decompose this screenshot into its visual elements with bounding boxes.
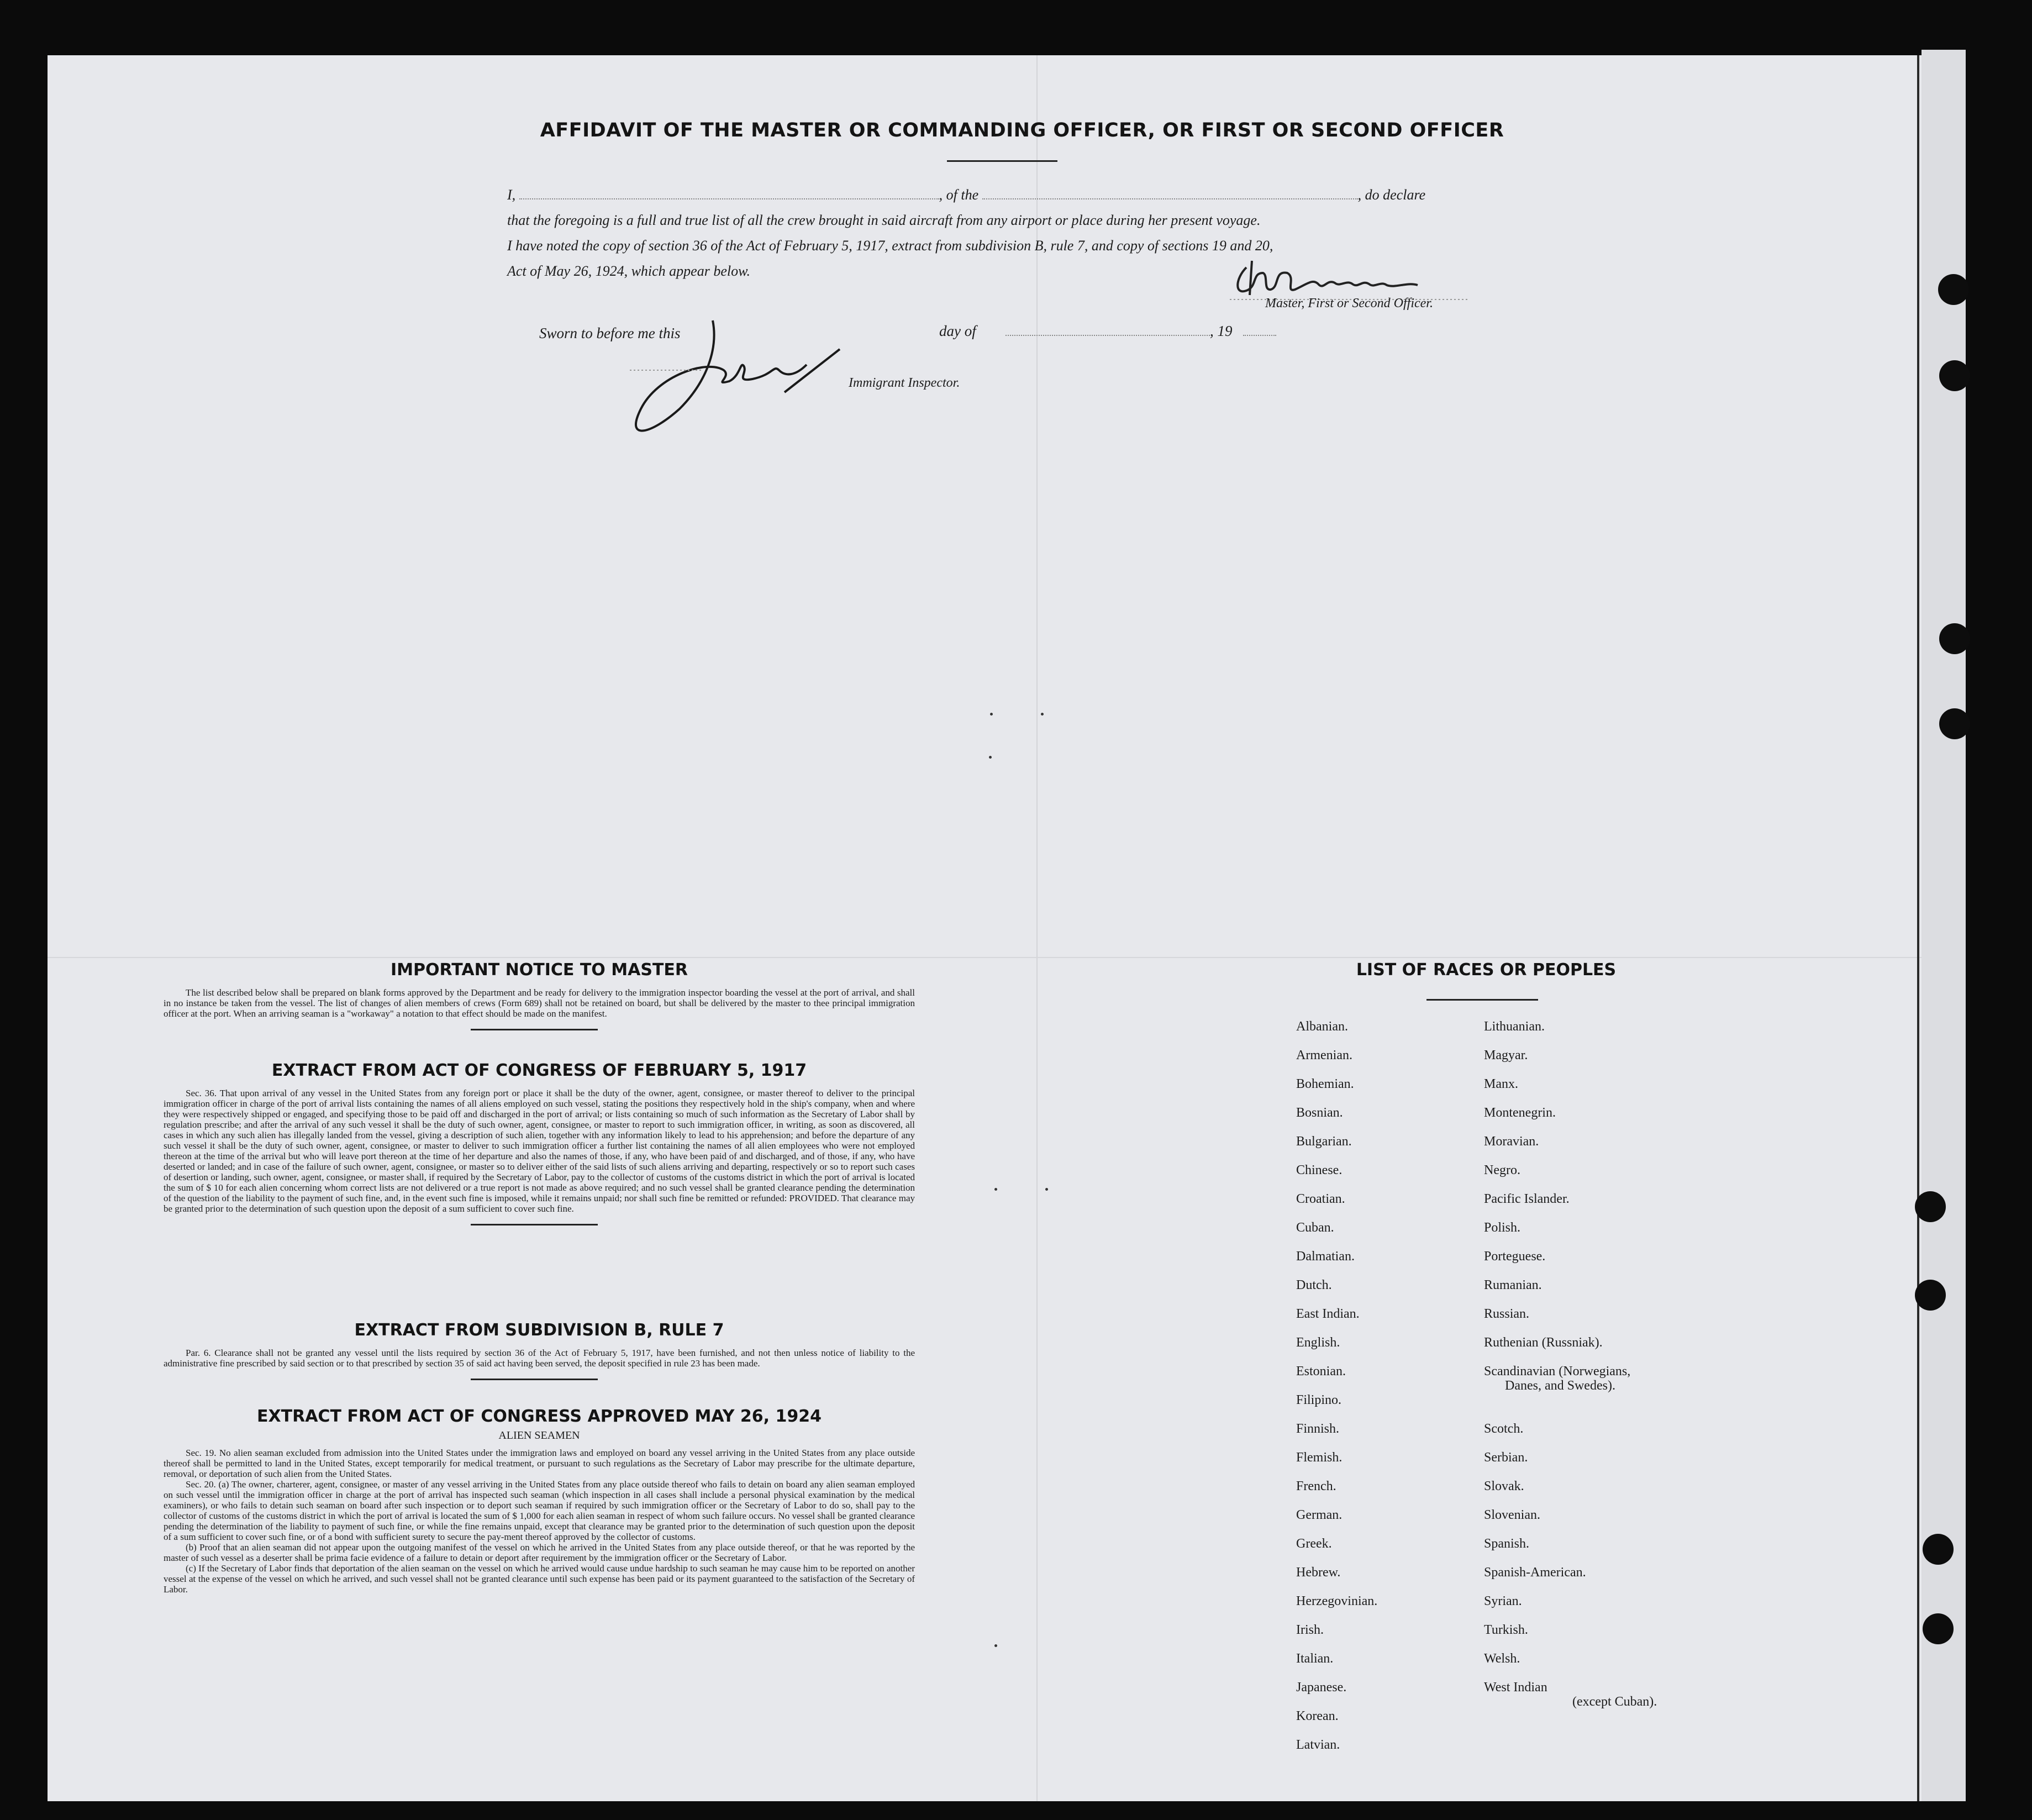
extract-rule7-title: EXTRACT FROM SUBDIVISION B, RULE 7 (354, 1321, 724, 1340)
name-blank (519, 187, 939, 199)
extract-1924-sec20c: (c) If the Secretary of Labor finds that deportation of the alien seaman on the vessel on which he arrived would cause undue hardship to such seaman he may cause him to be reported on another vessel at the expense of the vessel on which he arrived, and such vessel shall not be granted clearance until such expense has been paid or its payment guaranteed to the satisfaction of the Secretary of Labor. (164, 1563, 915, 1595)
race-item: Welsh. (1484, 1651, 1520, 1666)
punch-hole (1939, 623, 1970, 654)
race-item: Flemish. (1296, 1450, 1343, 1465)
punch-hole (1939, 708, 1970, 739)
extract-1924-sec20a: Sec. 20. (a) The owner, charterer, agent, consignee, or master of any vessel arriving in the United States from any place outside thereof who fails to detain on board any alien seaman employed on such vessel until the immigration officer in charge at the port of arrival has inspected such seaman (which inspection in all cases shall include a personal physical examination by the medical examiners), or who fails to detain such seaman on board after such inspection or to deport such seaman if required by such immigration officer or the Secretary of Labor to do so, shall pay to the collector of customs of the customs district in which the port of arrival is located the sum of $ 1,000 for each alien seaman in respect of whom such failure occurs. No vessel shall be granted clearance pending the determination of the liability to payment of such fine, or while the fine remains unpaid, except that clearance may be granted prior to the determination of such question upon the deposit of a sum sufficient to cover such fine, or of a bond with sufficient surety to secure the pay-ment thereof approved by the collector of customs. (164, 1479, 915, 1542)
race-item: Serbian. (1484, 1450, 1528, 1465)
race-item: Magyar. (1484, 1048, 1528, 1062)
affidavit-line-1 (507, 182, 1507, 208)
race-item: Albanian. (1296, 1019, 1348, 1034)
race-item: Pacific Islander. (1484, 1192, 1570, 1206)
race-item: Japanese. (1296, 1680, 1347, 1695)
punch-hole (1923, 1613, 1954, 1644)
race-item: Estonian. (1296, 1364, 1346, 1379)
extract-1924-section (164, 1407, 915, 1595)
affidavit-of-the: , of the (939, 187, 979, 203)
race-item: Spanish-American. (1484, 1565, 1586, 1580)
notice-rule (471, 1029, 598, 1030)
race-item: English. (1296, 1335, 1340, 1350)
affidavit-title: AFFIDAVIT OF THE MASTER OR COMMANDING OFFICER, OR FIRST OR SECOND OFFICER (540, 119, 1504, 141)
speck (989, 756, 992, 759)
affidavit-line-2: that the foregoing is a full and true list of all the crew brought in said aircraft from any airport or place during her present voyage. (507, 212, 1261, 228)
punch-hole (1915, 1280, 1946, 1311)
scandinavian-line-2: Danes, and Swedes). (1505, 1379, 1615, 1393)
sworn-text: Sworn to before me this (539, 325, 681, 341)
race-item: Spanish. (1484, 1537, 1530, 1551)
race-item: Irish. (1296, 1623, 1324, 1637)
affidavit-line-4: Act of May 26, 1924, which appear below. (507, 263, 751, 279)
speck (994, 1188, 997, 1191)
race-item: Syrian. (1484, 1594, 1522, 1608)
race-item: Bulgarian. (1296, 1134, 1352, 1149)
punch-hole (1938, 274, 1969, 305)
race-item: Italian. (1296, 1651, 1334, 1666)
punch-hole (1939, 360, 1970, 391)
extract-rule7-section (164, 1321, 915, 1380)
race-item: Dutch. (1296, 1278, 1332, 1292)
race-item-scandinavian (1484, 1357, 1657, 1414)
races-title-rule (1426, 999, 1538, 1001)
extract-1917-section (164, 1061, 915, 1225)
extract-rule7-body: Par. 6. Clearance shall not be granted any vessel until the lists required by section 36 of the Act of February 5, 1917, have been furnished, and not then unless notice of liability to the administrative fine prescribed by said section or to that prescribed by section 35 of said act having been served, the deposit specified in rule 23 has been made. (164, 1348, 915, 1369)
race-item: Porteguese. (1484, 1249, 1546, 1264)
race-item: Russian. (1484, 1307, 1530, 1321)
speck (990, 713, 993, 716)
race-item: Polish. (1484, 1221, 1521, 1235)
race-item: Manx. (1484, 1077, 1518, 1091)
race-item: Latvian. (1296, 1738, 1340, 1752)
page-edge-line (1917, 55, 1919, 1801)
important-notice-body: The list described below shall be prepared on blank forms approved by the Department and be ready for delivery to the immigration inspector boarding the vessel at the port of arrival, and shall in no instance be taken from the vessel. The list of changes of alien members of crews (Form 689) shall not be retained on board, but shall be delivered by the master to thee principal immigration officer at the port. When an arriving seaman is a "workaway" a notation to that effect should be made on the manifest. (164, 987, 915, 1019)
race-item: Rumanian. (1484, 1278, 1542, 1292)
race-item: French. (1296, 1479, 1336, 1493)
year-prefix: , 19 (1210, 323, 1233, 339)
inspector-signature-label: Immigrant Inspector. (849, 376, 960, 390)
year-blank (1243, 324, 1276, 336)
west-indian-line-2: (except Cuban). (1572, 1695, 1657, 1709)
race-item: Ruthenian (Russniak). (1484, 1335, 1603, 1350)
race-item: Negro. (1484, 1163, 1520, 1177)
race-item: Bohemian. (1296, 1077, 1354, 1091)
race-item: Dalmatian. (1296, 1249, 1355, 1264)
race-item: Montenegrin. (1484, 1106, 1556, 1120)
speck (1041, 713, 1044, 716)
race-item: Scotch. (1484, 1422, 1524, 1436)
affidavit-line-3: I have noted the copy of section 36 of the Act of February 5, 1917, extract from subdivision B, rule 7, and copy of sections 19 and 20, (507, 238, 1273, 254)
affidavit-declare: , do declare (1357, 187, 1426, 203)
race-item-west-indian (1484, 1673, 1657, 1709)
race-item: Korean. (1296, 1709, 1339, 1723)
race-item: Filipino. (1296, 1393, 1342, 1407)
punch-hole (1923, 1534, 1954, 1565)
race-item: Turkish. (1484, 1623, 1528, 1637)
race-item: Lithuanian. (1484, 1019, 1545, 1034)
horizontal-fold-line (48, 957, 1966, 958)
important-notice-title: IMPORTANT NOTICE TO MASTER (391, 960, 688, 980)
affidavit-title-rule (947, 160, 1057, 162)
important-notice-section (164, 960, 915, 1030)
month-blank (1006, 324, 1210, 336)
affidavit-i: I, (507, 187, 516, 203)
extract-1917-rule (471, 1224, 598, 1225)
extract-1917-body: Sec. 36. That upon arrival of any vessel in the United States from any foreign port or place it shall be the duty of the owner, agent, consignee, or master thereof to deliver to the principal immigration officer in charge of the port of arrival lists containing the names of all aliens employed on such vessel, stating the positions they respectively hold in the ship's company, when and where they were respectively shipped or engaged, and specifying those to be paid off and discharged in the port of arrival; or lists containing so much of such information as the Secretary of Labor shall by regulation prescribe; and after the arrival of any such vessel it shall be the duty of such owner, agent, consignee, or master to report to such immigration officer, in writing, as soon as discovered, all cases in which any such alien has illegally landed from the vessel, giving a description of such alien, together with any information likely to lead to his apprehension; and before the departure of any such vessel it shall be the duty of such owner, agent, consignee, or master to deliver to such immigration officer a further list containing the names of all alien employees who were not employed thereon at the time of the arrival but who will leave port thereon at the time of her departure and also the names of those, if any, who have been paid of and discharged, and of those, if any, who have deserted or landed; and in case of the failure of such owner, agent, consignee, or master so to deliver either of the said lists of such aliens arriving and departing, respectively or so to report such cases of desertion or landing, such owner, agent, consignee, or master shall, if required by the Secretary of Labor, pay to the collector of customs of the customs district in which the port of arrival is located the sum of $ 10 for each alien concerning whom correct lists are not delivered or a true report is not made as above required; and no such vessel shall be granted clearance pending the determination of the question of the liability to the payment of such fine, and, in the event such fine is imposed, while it remains unpaid; nor shall such fine be remitted or refunded: PROVIDED. That clearance may be granted prior to the determination of such question upon the deposit of a sum sufficient to cover such fine. (164, 1088, 915, 1214)
race-item: Finnish. (1296, 1422, 1340, 1436)
day-of-text: day of (939, 323, 976, 339)
race-item: Herzegovinian. (1296, 1594, 1378, 1608)
race-item: Croatian. (1296, 1192, 1345, 1206)
master-signature-label: Master, First or Second Officer. (1265, 296, 1433, 311)
race-item: Hebrew. (1296, 1565, 1341, 1580)
race-item: Chinese. (1296, 1163, 1343, 1177)
extract-1917-title: EXTRACT FROM ACT OF CONGRESS OF FEBRUARY 5, 1917 (271, 1061, 807, 1080)
punch-hole (1915, 1191, 1946, 1222)
west-indian-line-1: West Indian (1484, 1680, 1547, 1695)
extract-1924-sec19: Sec. 19. No alien seaman excluded from admission into the United States under the immigration laws and employed on board any vessel arriving in the United States from any place outside thereof shall be permitted to land in the United States, except temporarily for medical treatment, or pursuant to such regulations as the Secretary of Labor may prescribe for the ultimate departure, removal, or deportation of such alien from the United States. (164, 1448, 915, 1479)
extract-1924-sec20b: (b) Proof that an alien seaman did not appear upon the outgoing manifest of the vessel on which he arrived in the United States from any place outside thereof, or that he was reported by the master of such vessel as a deserter shall be prima facie evidence of a failure to detain or deport after requirement by the immigration officer or the Secretary of Labor. (164, 1542, 915, 1563)
speck (1045, 1188, 1048, 1191)
race-item: Slovak. (1484, 1479, 1524, 1493)
races-title: LIST OF RACES OR PEOPLES (1356, 960, 1617, 980)
race-item: East Indian. (1296, 1307, 1360, 1321)
race-item: Bosnian. (1296, 1106, 1343, 1120)
race-item: Cuban. (1296, 1221, 1334, 1235)
vessel-blank (982, 187, 1358, 199)
race-item: Moravian. (1484, 1134, 1539, 1149)
race-item: Armenian. (1296, 1048, 1352, 1062)
scandinavian-line-1: Scandinavian (Norwegians, (1484, 1364, 1631, 1379)
race-item: Slovenian. (1484, 1508, 1540, 1522)
extract-1924-title: EXTRACT FROM ACT OF CONGRESS APPROVED MAY 26, 1924 (257, 1407, 822, 1426)
alien-seamen-subtitle: ALIEN SEAMEN (498, 1429, 580, 1442)
race-item: Greek. (1296, 1537, 1332, 1551)
vertical-fold-line (1036, 55, 1038, 1801)
extract-rule7-rule (471, 1379, 598, 1380)
speck (994, 1644, 997, 1647)
race-item: German. (1296, 1508, 1343, 1522)
races-right-column (1484, 1012, 1657, 1709)
races-left-column (1296, 1012, 1377, 1759)
